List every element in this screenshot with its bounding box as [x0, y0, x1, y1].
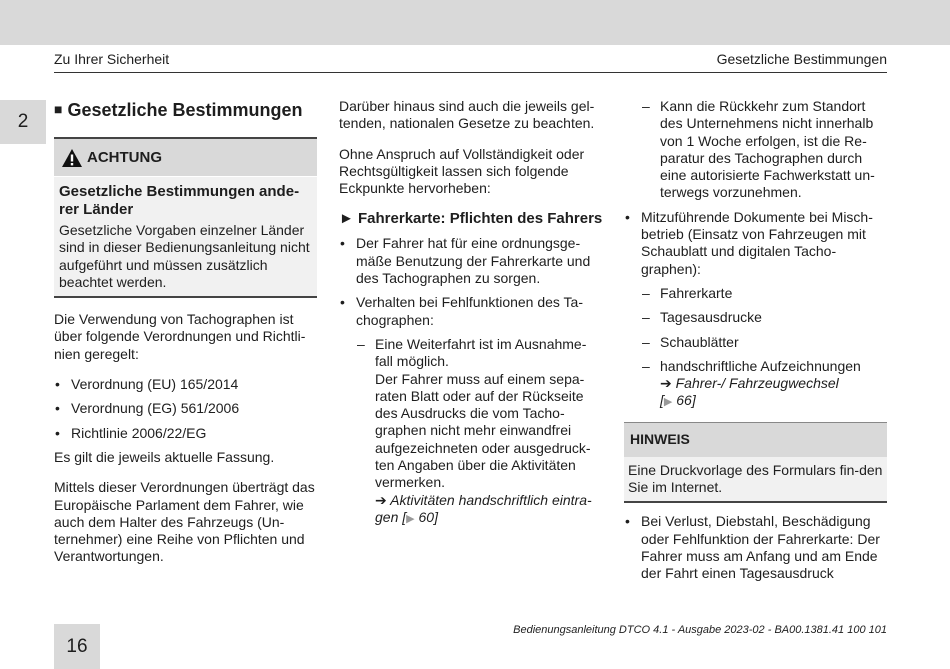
dash-marker: – — [642, 357, 650, 374]
dash-marker: – — [642, 284, 650, 301]
list-item-text: Der Fahrer hat für eine ordnungsge-mäße Benutzung der Fahrerkarte und des Tachographen zu sorgen. — [356, 235, 591, 287]
dash-item-text: Eine Weiterfahrt ist im Ausnahme-fall möglich. — [375, 335, 587, 370]
heading-marker: ■ — [54, 101, 63, 117]
warning-box — [54, 137, 317, 298]
page-triangle-icon: ▶ — [406, 512, 415, 525]
cross-reference-text: Aktivitäten handschriftlich eintra-gen — [375, 491, 592, 525]
intro-paragraph: Die Verwendung von Tachographen ist über folgende Verordnungen und Richtli-nien geregelt: — [54, 311, 306, 362]
dash-item — [624, 358, 887, 412]
dash-item-text: handschriftliche Aufzeichnungen — [660, 357, 861, 374]
note-header: HINWEIS — [624, 422, 887, 457]
dash-item — [624, 334, 887, 351]
bullet-marker: • — [55, 376, 60, 393]
warning-triangle-icon — [61, 148, 83, 168]
page-bracket: [ — [402, 508, 407, 525]
column-1 — [54, 98, 317, 566]
list-item-text: Bei Verlust, Diebstahl, Beschädigung oder Fehlfunktion der Fahrerkarte: Der Fahrer muss am Anfang und am Ende der Fahrt einen Tagesausdruck — [641, 513, 880, 582]
column-2 — [339, 98, 604, 535]
bullet-marker: • — [625, 513, 630, 530]
national-laws-paragraph: Darüber hinaus sind auch die jeweils gel-tenden, nationalen Gesetze zu beachten. — [339, 98, 595, 132]
bullet-marker: • — [340, 294, 345, 311]
page-triangle-icon: ▶ — [663, 396, 673, 409]
dash-item — [624, 98, 887, 202]
dash-marker: – — [357, 335, 365, 352]
section-heading-text: Gesetzliche Bestimmungen — [67, 100, 303, 120]
list-item — [339, 294, 604, 329]
dash-marker: – — [642, 309, 650, 326]
warning-title: Gesetzliche Bestimmungen ande-rer Länder — [59, 183, 300, 218]
dash-item-text: Kann die Rückkehr zum Standort des Unternehmens nicht innerhalb von 1 Woche erfolgen, ist die Re-paratur des Tachographen durch eine autorisierte Fachwerkstatt un-terwegs vorzunehmen. — [660, 98, 875, 201]
warning-label: ACHTUNG — [87, 148, 162, 166]
page-bracket: [ — [660, 392, 664, 409]
duties-paragraph: Mittels dieser Verordnungen überträgt das Europäische Parlament dem Fahrer, wie auch dem Halter des Fahrzeugs (Un-ternehmer) eine Reihe von Pflichten und Verantwortungen. — [54, 479, 315, 565]
dash-marker: – — [642, 98, 650, 114]
list-item — [339, 235, 604, 287]
list-item — [54, 376, 317, 393]
section-heading — [54, 98, 317, 121]
warning-text: Gesetzliche Vorgaben einzelner Länder sind in dieser Bedienungsanleitung nicht aufgeführt und müssen zusätzlich beachtet werden. — [59, 222, 310, 290]
bullet-marker: • — [625, 208, 630, 225]
top-bar — [0, 0, 950, 45]
key-points-paragraph: Ohne Anspruch auf Vollständigkeit oder Rechtsgültigkeit lassen sich folgende Eckpunkte hervorheben: — [339, 145, 585, 197]
list-item — [54, 425, 317, 442]
footer-text: Bedienungsanleitung DTCO 4.1 - Ausgabe 2023-02 - BA00.1381.41 100 101 — [513, 624, 887, 636]
list-item-text: Verhalten bei Fehlfunktionen des Ta-chographen: — [356, 294, 584, 328]
dash-item — [624, 285, 887, 302]
dash-item-text: Der Fahrer muss auf einem sepa-raten Blatt oder auf der Rückseite des Ausdrucks die vom Tacho-graphen nicht mehr einwandfrei aufgezeichneten oder ausgedruck-ten Angaben über die Aktivitäten vermerken. — [375, 370, 591, 491]
list-item — [624, 513, 887, 582]
list-item-text: Verordnung (EU) 165/2014 — [71, 376, 239, 393]
list-item-text: Richtlinie 2006/22/EG — [71, 424, 207, 441]
running-header-right: Gesetzliche Bestimmungen — [716, 51, 887, 67]
running-header-left: Zu Ihrer Sicherheit — [54, 51, 170, 67]
warning-body — [54, 177, 317, 296]
version-paragraph: Es gilt die jeweils aktuelle Fassung. — [54, 448, 275, 465]
dash-item — [339, 336, 604, 528]
subheading-driver-card: ► Fahrerkarte: Pflichten des Fahrers — [339, 210, 603, 228]
cross-reference-page: 66] — [676, 392, 696, 409]
note-box — [624, 422, 887, 504]
cross-reference[interactable] — [660, 375, 887, 412]
dash-item — [624, 309, 887, 326]
dash-item-text: Fahrerkarte — [660, 284, 733, 301]
dash-item-text: Schaublätter — [660, 333, 739, 350]
cross-reference[interactable] — [375, 492, 604, 529]
bullet-marker: • — [55, 400, 60, 417]
list-item-text: Verordnung (EG) 561/2006 — [71, 400, 240, 417]
list-item-text: Mitzuführende Dokumente bei Misch-betrieb (Einsatz von Fahrzeugen mit Schaublatt und digitalen Tacho-graphen): — [641, 208, 873, 277]
chapter-tab: 2 — [0, 100, 46, 144]
page-number: 16 — [54, 624, 100, 669]
arrow-right-icon: ➔ — [660, 375, 672, 392]
list-item — [624, 209, 887, 278]
bullet-marker: • — [340, 235, 345, 252]
bullet-marker: • — [55, 424, 60, 441]
cross-reference-text: Fahrer-/ Fahrzeugwechsel — [675, 375, 839, 392]
dash-item-text: Tagesausdrucke — [660, 309, 762, 326]
dash-marker: – — [642, 333, 650, 350]
column-3 — [624, 98, 887, 590]
note-body: Eine Druckvorlage des Formulars fin-den Sie im Internet. — [624, 457, 887, 502]
header-rule — [54, 72, 887, 73]
warning-header — [54, 139, 317, 177]
list-item — [54, 400, 317, 417]
arrow-right-icon: ➔ — [375, 491, 387, 508]
cross-reference-page: 60] — [418, 508, 438, 525]
